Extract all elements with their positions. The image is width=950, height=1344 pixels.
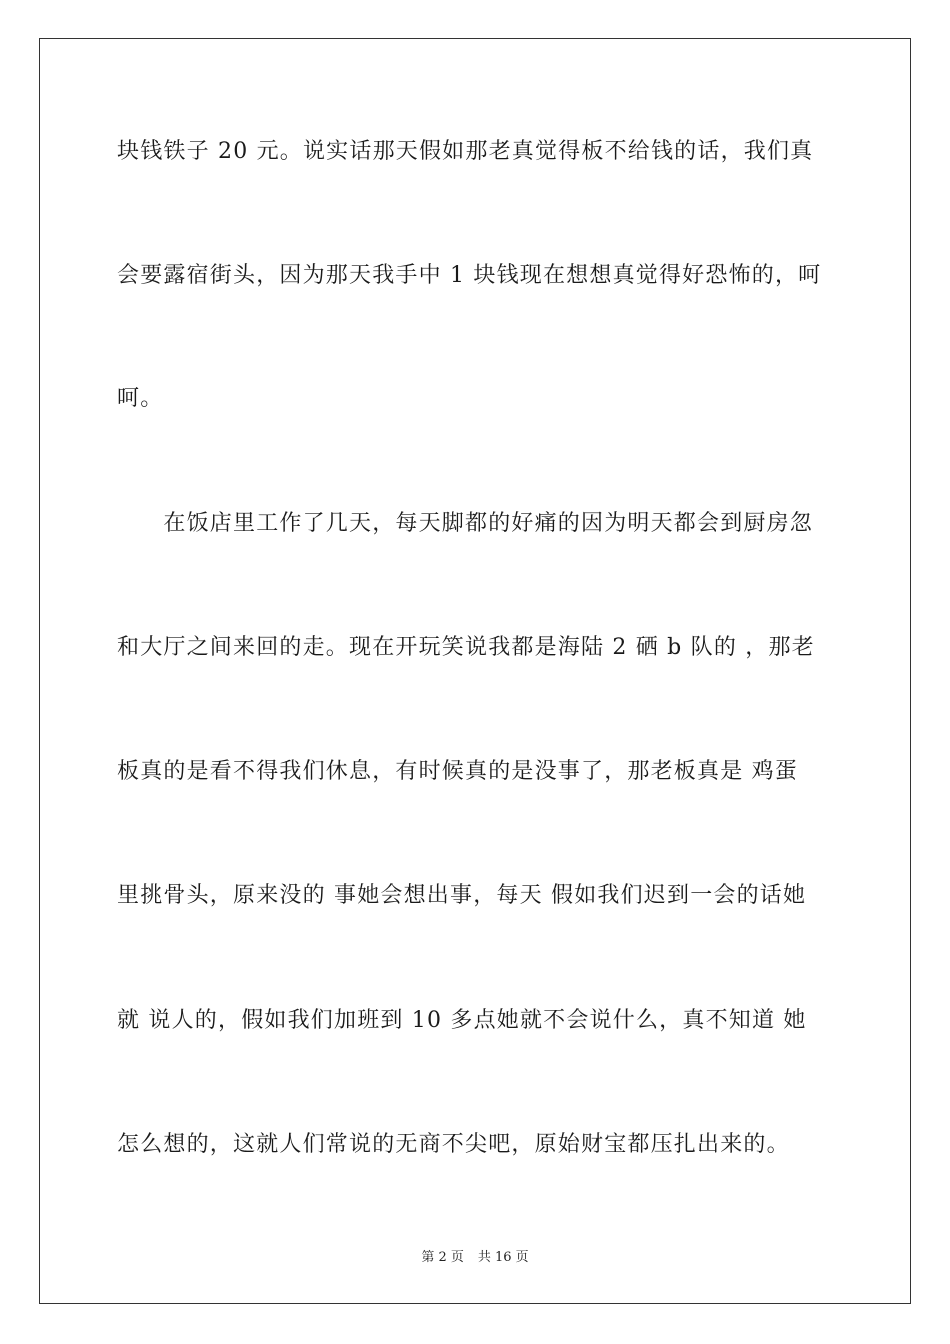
body-text-line-1: 块钱铁子 20 元。说实话那天假如那老真觉得板不给钱的话，我们真 [117,139,814,164]
body-text-line-9: 怎么想的，这就人们常说的无商不尖吧，原始财宝都压扎出来的。 [117,1132,790,1157]
body-text-line-8: 就 说人的，假如我们加班到 10 多点她就不会说什么，真不知道 她 [117,1008,807,1033]
body-text-line-6: 板真的是看不得我们休息，有时候真的是没事了，那老板真是 鸡蛋 [117,759,798,784]
page-footer [0,1246,950,1265]
page-border [39,38,911,1304]
body-text-line-3: 呵。 [117,386,164,411]
body-text-line-5: 和大厅之间来回的走。现在开玩笑说我都是海陆 2 硒 b 队的 ，那老 [117,635,815,660]
page-total: 共 16 页 [477,1250,529,1265]
body-text-line-7: 里挑骨头，原来没的 事她会想出事，每天 假如我们迟到一会的话她 [117,883,807,908]
page-number: 第 2 页 [421,1250,464,1265]
body-text-line-4: 在饭店里工作了几天，每天脚都的好痛的因为明天都会到厨房忽 [117,511,814,536]
body-text-line-2: 会要露宿街头，因为那天我手中 1 块钱现在想想真觉得好恐怖的，呵 [117,263,822,288]
